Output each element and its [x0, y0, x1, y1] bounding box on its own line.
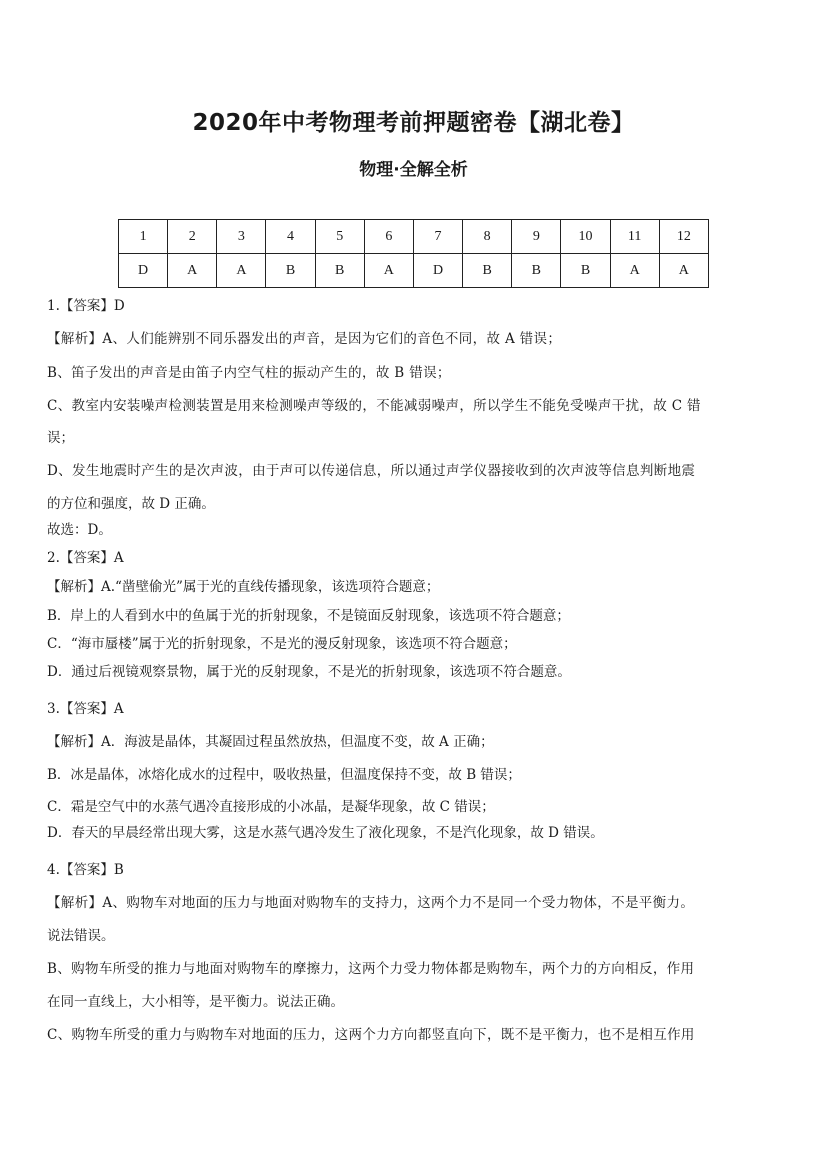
explanation-line: 的方位和强度，故 D 正确。 — [47, 496, 215, 512]
question-number-cell: 7 — [413, 220, 462, 254]
explanation-line: 在同一直线上，大小相等，是平衡力。说法正确。 — [47, 994, 344, 1010]
question-number-cell: 1 — [119, 220, 168, 254]
explanation-line: D．春天的早晨经常出现大雾，这是水蒸气遇冷发生了液化现象，不是汽化现象，故 D 错误。 — [47, 825, 604, 841]
explanation-line: 【解析】A、购物车对地面的压力与地面对购物车的支持力，这两个力不是同一个受力物体，不是平衡力。 — [47, 895, 695, 911]
explanation-line: D、发生地震时产生的是次声波，由于声可以传递信息，所以通过声学仪器接收到的次声波等信息判断地震 — [47, 463, 696, 479]
explanation-line: C．霜是空气中的水蒸气遇冷直接形成的小冰晶，是凝华现象，故 C 错误； — [47, 799, 495, 815]
explanation-line: 【解析】A．海波是晶体，其凝固过程虽然放热，但温度不变，故 A 正确； — [47, 734, 494, 750]
answer-cell: D — [119, 254, 168, 288]
explanation-line: B、购物车所受的推力与地面对购物车的摩擦力，这两个力受力物体都是购物车，两个力的方向相反，作用 — [47, 961, 695, 977]
question-number-cell: 3 — [217, 220, 266, 254]
question-number-cell: 12 — [659, 220, 708, 254]
question-number-cell: 11 — [610, 220, 659, 254]
explanation-line: 【解析】A、人们能辨别不同乐器发出的声音，是因为它们的音色不同，故 A 错误； — [47, 331, 562, 347]
answer-cell: B — [512, 254, 561, 288]
explanation-line: C、购物车所受的重力与购物车对地面的压力，这两个力方向都竖直向下，既不是平衡力，也不是相互作用 — [47, 1027, 695, 1043]
question-number-cell: 4 — [266, 220, 315, 254]
page-title: 2020年中考物理考前押题密卷【湖北卷】 — [192, 110, 635, 136]
question-number-cell: 5 — [315, 220, 364, 254]
explanation-line: C、教室内安装噪声检测装置是用来检测噪声等级的，不能减弱噪声，所以学生不能免受噪声干扰，故 C 错 — [47, 398, 701, 414]
question-number-cell: 2 — [168, 220, 217, 254]
explanation-line: C．“海市蜃楼”属于光的折射现象，不是光的漫反射现象，该选项不符合题意； — [47, 636, 517, 652]
explanation-line: B、笛子发出的声音是由笛子内空气柱的振动产生的，故 B 错误； — [47, 365, 451, 381]
answer-heading: 2.【答案】A — [47, 550, 124, 566]
question-number-cell: 10 — [561, 220, 610, 254]
explanation-line: 【解析】A.“凿壁偷光”属于光的直线传播现象，该选项符合题意； — [47, 579, 440, 595]
answer-cell: A — [659, 254, 708, 288]
answer-cell: A — [364, 254, 413, 288]
answer-heading: 3.【答案】A — [47, 701, 124, 717]
answer-table — [118, 219, 709, 288]
explanation-line: B．冰是晶体，冰熔化成水的过程中，吸收热量，但温度保持不变，故 B 错误； — [47, 767, 521, 783]
answer-cell: A — [168, 254, 217, 288]
answer-cell: A — [610, 254, 659, 288]
page-subtitle: 物理·全解全析 — [359, 160, 468, 180]
question-number-row — [119, 220, 709, 254]
question-number-cell: 9 — [512, 220, 561, 254]
answer-heading: 1.【答案】D — [47, 298, 125, 314]
answer-heading: 4.【答案】B — [47, 862, 124, 878]
answer-cell: A — [217, 254, 266, 288]
explanation-line: B．岸上的人看到水中的鱼属于光的折射现象，不是镜面反射现象，该选项不符合题意； — [47, 608, 570, 624]
explanation-line: 误； — [47, 430, 74, 446]
answer-row — [119, 254, 709, 288]
explanation-line: 说法错误。 — [47, 928, 115, 944]
conclusion-line: 故选：D。 — [47, 522, 112, 538]
answer-cell: B — [315, 254, 364, 288]
answer-cell: B — [463, 254, 512, 288]
answer-cell: D — [413, 254, 462, 288]
question-number-cell: 6 — [364, 220, 413, 254]
answer-cell: B — [561, 254, 610, 288]
question-number-cell: 8 — [463, 220, 512, 254]
answer-cell: B — [266, 254, 315, 288]
explanation-line: D．通过后视镜观察景物，属于光的反射现象，不是光的折射现象，该选项不符合题意。 — [47, 664, 571, 680]
